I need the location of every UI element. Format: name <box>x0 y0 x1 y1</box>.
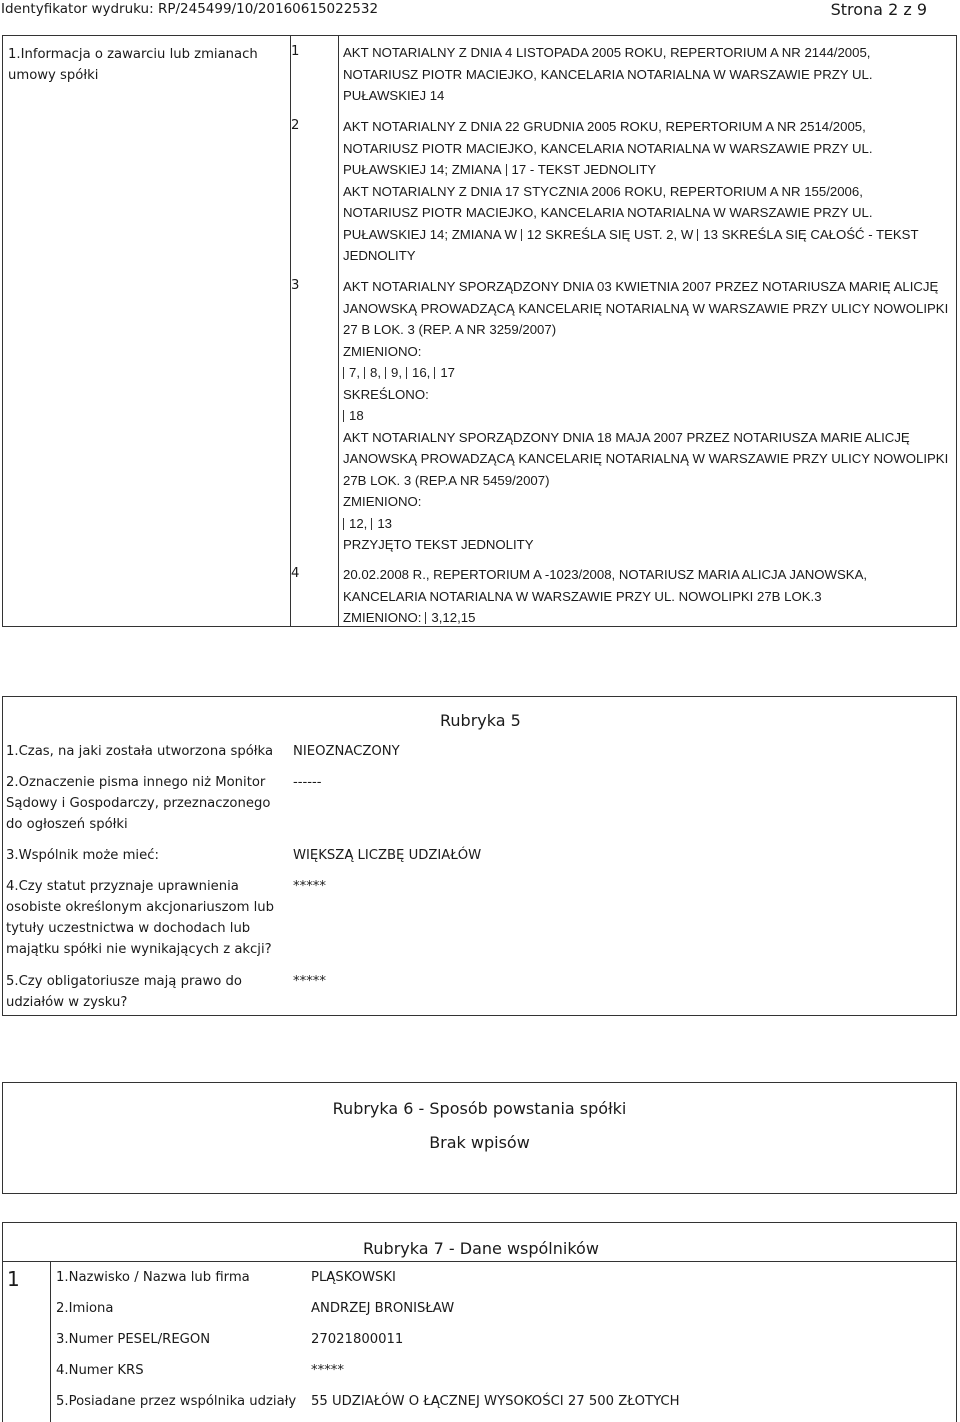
entry-line: 27B LOK. 3 (REP.A NR 5459/2007) <box>343 472 550 488</box>
entry-text <box>343 564 955 629</box>
entry-line <box>343 159 955 181</box>
entry-line: SKREŚLONO: <box>343 386 429 402</box>
field-value: PLĄSKOWSKI <box>311 1270 396 1285</box>
section-agreement-info <box>2 35 957 627</box>
section-title: Rubryka 7 - Dane wspólników <box>363 1239 599 1258</box>
field-value: ***** <box>311 1363 344 1378</box>
entry-text <box>343 42 955 107</box>
entry-line: KANCELARIA NOTARIALNA W WARSZAWIE PRZY UL. NOWOLIPKI 27B LOK.3 <box>343 588 822 604</box>
column-divider <box>338 36 339 626</box>
field-value: NIEOZNACZONY <box>293 744 400 759</box>
entry-fragment: 8, <box>370 365 381 380</box>
entry-number: 3 <box>291 278 300 293</box>
field-value: 55 UDZIAŁÓW O ŁĄCZNEJ WYSOKOŚCI 27 500 ZŁOTYCH <box>311 1394 680 1409</box>
entry-fragment: PUŁAWSKIEJ 14; ZMIANA W <box>343 226 517 242</box>
section-rubryka-5 <box>2 696 957 1016</box>
entry-number: 4 <box>291 566 300 581</box>
entry-line: 27 B LOK. 3 (REP. A NR 3259/2007) <box>343 322 557 337</box>
entry-fragment: 13 SKREŚLA SIĘ CAŁOŚĆ - TEKST <box>703 226 919 242</box>
field-label: 4.Czy statut przyznaje uprawnienia osobiste określonym akcjonariuszom lub tytuły uczestnictwa w dochodach lub majątku spółki nie wynikających z akcji? <box>6 879 275 957</box>
entry-fragment: 12, <box>349 515 368 531</box>
entry-fragment: 7, <box>349 365 360 380</box>
entry-fragment: 16, <box>412 365 431 380</box>
entry-line: AKT NOTARIALNY Z DNIA 4 LISTOPADA 2005 ROKU, REPERTORIUM A NR 2144/2005, <box>343 45 871 60</box>
entry-fragment: 13 <box>377 515 393 531</box>
section-rubryka-6 <box>2 1082 957 1194</box>
entry-line: AKT NOTARIALNY SPORZĄDZONY DNIA 03 KWIETNIA 2007 PRZEZ NOTARIUSZA MARIĘ ALICJĘ <box>343 279 939 294</box>
field-label: 3.Wspólnik może mieć: <box>6 848 159 863</box>
field-label: 1.Czas, na jaki została utworzona spółka <box>6 744 274 759</box>
entry-fragment: 12 SKREŚLA SIĘ UST. 2, W <box>526 226 694 242</box>
field-value: ***** <box>293 974 326 989</box>
paragraph-mark <box>521 229 522 241</box>
entry-line <box>343 513 955 535</box>
entry-fragment: 3,12,15 <box>431 610 476 625</box>
paragraph-mark <box>364 367 365 379</box>
section-title: Rubryka 6 - Sposób powstania spółki <box>332 1099 627 1118</box>
entry-text <box>343 116 955 267</box>
field-label: 1.Nazwisko / Nazwa lub firma <box>56 1270 250 1285</box>
field-label: 2.Oznaczenie pisma innego niż Monitor Sądowy i Gospodarczy, przeznaczonego do ogłoszeń spółki <box>6 775 271 832</box>
paragraph-mark <box>371 518 372 530</box>
field-label: 4.Numer KRS <box>56 1363 144 1378</box>
field-value: ***** <box>293 879 326 894</box>
field-label: 5.Czy obligatoriusze mają prawo do udziałów w zysku? <box>6 974 242 1010</box>
paragraph-mark <box>385 367 386 379</box>
paragraph-mark <box>343 367 344 379</box>
paragraph-mark <box>506 164 507 176</box>
field-label: 2.Imiona <box>56 1301 114 1316</box>
entry-fragment: 17 - TEKST JEDNOLITY <box>511 162 657 177</box>
column-divider <box>50 1261 51 1422</box>
field-value: ANDRZEJ BRONISŁAW <box>311 1301 455 1316</box>
field-value: ------ <box>293 775 322 790</box>
entry-fragment: 18 <box>349 408 364 423</box>
entry-fragment: 17 <box>440 365 456 380</box>
entry-line: AKT NOTARIALNY Z DNIA 22 GRUDNIA 2005 ROKU, REPERTORIUM A NR 2514/2005, <box>343 119 866 134</box>
entry-number: 2 <box>291 118 300 133</box>
section-rubryka-7 <box>2 1222 957 1422</box>
entry-line: JANOWSKĄ PROWADZĄCĄ KANCELARIĘ NOTARIALNĄ W WARSZAWIE PRZY ULICY NOWOLIPKI <box>343 451 949 466</box>
entry-line <box>343 405 955 427</box>
field-value: 27021800011 <box>311 1332 404 1347</box>
entry-line <box>343 224 955 246</box>
entry-line: PRZYJĘTO TEKST JEDNOLITY <box>343 537 534 552</box>
entry-text <box>343 276 955 556</box>
entry-line: ZMIENIONO: <box>343 343 422 359</box>
entry-fragment: ZMIENIONO: <box>343 610 422 625</box>
entry-line <box>343 607 955 629</box>
entry-line: JANOWSKĄ PROWADZĄCĄ KANCELARIĘ NOTARIALNĄ W WARSZAWIE PRZY ULICY NOWOLIPKI <box>343 300 949 316</box>
paragraph-mark <box>434 367 435 379</box>
entry-fragment: PUŁAWSKIEJ 14; ZMIANA <box>343 162 502 177</box>
entry-line <box>343 362 955 384</box>
section-label-line: 1.Informacja o zawarciu lub zmianach <box>8 47 258 62</box>
row-divider <box>3 1261 956 1262</box>
entry-line: PUŁAWSKIEJ 14 <box>343 88 445 103</box>
entry-line: ZMIENIONO: <box>343 494 422 509</box>
entry-line: NOTARIUSZ PIOTR MACIEJKO, KANCELARIA NOTARIALNA W WARSZAWIE PRZY UL. <box>343 140 873 156</box>
paragraph-mark <box>425 612 426 624</box>
entry-line: NOTARIUSZ PIOTR MACIEJKO, KANCELARIA NOTARIALNA W WARSZAWIE PRZY UL. <box>343 205 873 220</box>
paragraph-mark <box>406 367 407 379</box>
section-label <box>8 44 278 86</box>
field-label: 5.Posiadane przez wspólnika udziały <box>56 1394 297 1409</box>
entry-number: 1 <box>291 44 300 59</box>
page-number: Strona 2 z 9 <box>830 0 927 19</box>
entry-line: 20.02.2008 R., REPERTORIUM A -1023/2008, NOTARIUSZ MARIA ALICJA JANOWSKA, <box>343 567 868 582</box>
entry-line: AKT NOTARIALNY Z DNIA 17 STYCZNIA 2006 ROKU, REPERTORIUM A NR 155/2006, <box>343 183 863 199</box>
page-header <box>0 0 960 24</box>
entry-fragment: 9, <box>391 365 402 380</box>
paragraph-mark <box>343 518 344 530</box>
field-label: 3.Numer PESEL/REGON <box>56 1332 211 1347</box>
entry-line: NOTARIUSZ PIOTR MACIEJKO, KANCELARIA NOTARIALNA W WARSZAWIE PRZY UL. <box>343 66 873 82</box>
paragraph-mark <box>343 410 344 422</box>
entry-number: 1 <box>7 1267 20 1291</box>
section-title: Rubryka 5 <box>440 711 521 730</box>
entry-line: JEDNOLITY <box>343 248 416 263</box>
print-identifier: Identyfikator wydruku: RP/245499/10/20160615022532 <box>1 1 379 17</box>
field-value: WIĘKSZĄ LICZBĘ UDZIAŁÓW <box>293 848 482 863</box>
empty-notice: Brak wpisów <box>429 1133 530 1152</box>
entry-line: AKT NOTARIALNY SPORZĄDZONY DNIA 18 MAJA 2007 PRZEZ NOTARIUSZA MARIE ALICJĘ <box>343 429 910 445</box>
paragraph-mark <box>697 229 698 241</box>
section-label-line: umowy spółki <box>8 68 99 83</box>
